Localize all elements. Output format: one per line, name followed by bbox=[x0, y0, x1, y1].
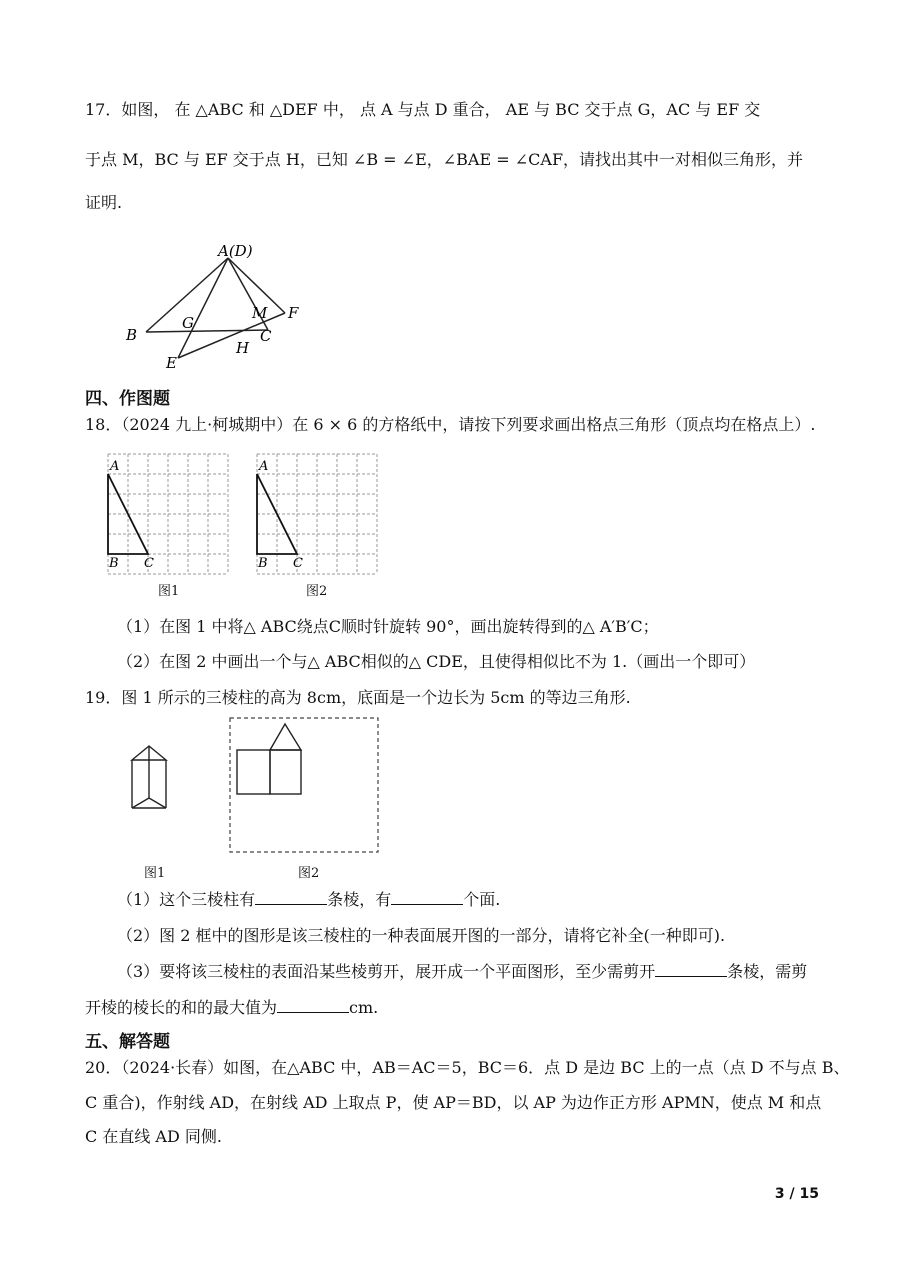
q18-grid-figure-1 bbox=[104, 450, 234, 575]
label-h: H bbox=[236, 339, 250, 357]
q19-cut-edges-blank[interactable] bbox=[655, 962, 727, 977]
q17-line2: 于点 M，BC 与 EF 交于点 H，已知 ∠B = ∠E，∠BAE = ∠CAF，请找出其中一对相似三角形，并 bbox=[85, 150, 804, 169]
q19-part3-line2 bbox=[85, 998, 378, 1018]
label-g: G bbox=[182, 314, 194, 332]
label-c: C bbox=[293, 556, 303, 571]
label-c: C bbox=[144, 556, 154, 571]
q19-part3-text-c: 开棱的棱长的和的最大值为 bbox=[85, 998, 278, 1017]
q19-edges-blank[interactable] bbox=[255, 890, 327, 905]
q19-part1-text-c: 个面. bbox=[463, 890, 501, 909]
q18-part1: （1）在图 1 中将△ ABC绕点C顺时针旋转 90°，画出旋转得到的△ A′B′C； bbox=[117, 617, 659, 636]
q19-part3-text-d: cm. bbox=[349, 998, 379, 1017]
q19-part3-text-b: 条棱，需剪 bbox=[727, 962, 808, 981]
label-a-d: A(D) bbox=[218, 242, 253, 260]
label-e: E bbox=[166, 354, 177, 372]
q18-fig2-caption: 图2 bbox=[306, 584, 328, 599]
q17-line1: 17．如图， 在 △ABC 和 △DEF 中， 点 A 与点 D 重合， AE 与 BC 交于点 G，AC 与 EF 交 bbox=[85, 100, 761, 119]
label-m: M bbox=[252, 304, 268, 322]
label-b: B bbox=[109, 556, 119, 571]
q19-fig2-caption: 图2 bbox=[298, 866, 320, 881]
q17-line3: 证明. bbox=[85, 193, 123, 212]
q19-max-length-blank[interactable] bbox=[277, 998, 349, 1013]
q20-line1: 20．（2024·长春）如图，在△ABC 中，AB＝AC＝5，BC＝6．点 D 是边 BC 上的一点（点 D 不与点 B、 bbox=[85, 1058, 850, 1077]
section-4-title: 四、作图题 bbox=[85, 389, 170, 409]
q18-fig1-caption: 图1 bbox=[158, 584, 180, 599]
q19-prism-figure bbox=[126, 742, 176, 814]
edge-ae bbox=[178, 258, 228, 358]
label-c: C bbox=[260, 327, 272, 345]
q17-figure bbox=[120, 238, 320, 373]
q19-stem: 19．图 1 所示的三棱柱的高为 8cm，底面是一个边长为 5cm 的等边三角形. bbox=[85, 688, 631, 707]
q19-part1 bbox=[117, 890, 500, 910]
q18-grid-figure-2 bbox=[253, 450, 383, 575]
q19-net-figure bbox=[228, 716, 383, 856]
label-a: A bbox=[259, 459, 269, 474]
q19-part3-line1 bbox=[117, 962, 807, 982]
section-5-title: 五、解答题 bbox=[85, 1032, 170, 1052]
q19-part2: （2）图 2 框中的图形是该三棱柱的一种表面展开图的一部分，请将它补全(一种即可). bbox=[117, 926, 726, 945]
label-b: B bbox=[258, 556, 268, 571]
edge-bc bbox=[146, 330, 268, 332]
q19-part1-text-b: 条棱，有 bbox=[327, 890, 392, 909]
q20-line3: C 在直线 AD 同侧. bbox=[85, 1127, 222, 1146]
q19-fig1-caption: 图1 bbox=[144, 866, 166, 881]
label-f: F bbox=[288, 304, 299, 322]
label-a: A bbox=[110, 459, 120, 474]
q19-part1-text-a: （1）这个三棱柱有 bbox=[117, 890, 256, 909]
q19-part3-text-a: （3）要将该三棱柱的表面沿某些棱剪开，展开成一个平面图形，至少需剪开 bbox=[117, 962, 656, 981]
q19-faces-blank[interactable] bbox=[391, 890, 463, 905]
page-number: 3 / 15 bbox=[774, 1186, 819, 1202]
q18-part2: （2）在图 2 中画出一个与△ ABC相似的△ CDE，且使得相似比不为 1.（画出一个即可） bbox=[117, 652, 756, 671]
q20-line2: C 重合)，作射线 AD，在射线 AD 上取点 P，使 AP＝BD，以 AP 为边作正方形 APMN，使点 M 和点 bbox=[85, 1093, 822, 1112]
label-b: B bbox=[126, 326, 138, 344]
q18-stem: 18．（2024 九上·柯城期中）在 6 × 6 的方格纸中，请按下列要求画出格点三角形（顶点均在格点上）. bbox=[85, 415, 816, 434]
